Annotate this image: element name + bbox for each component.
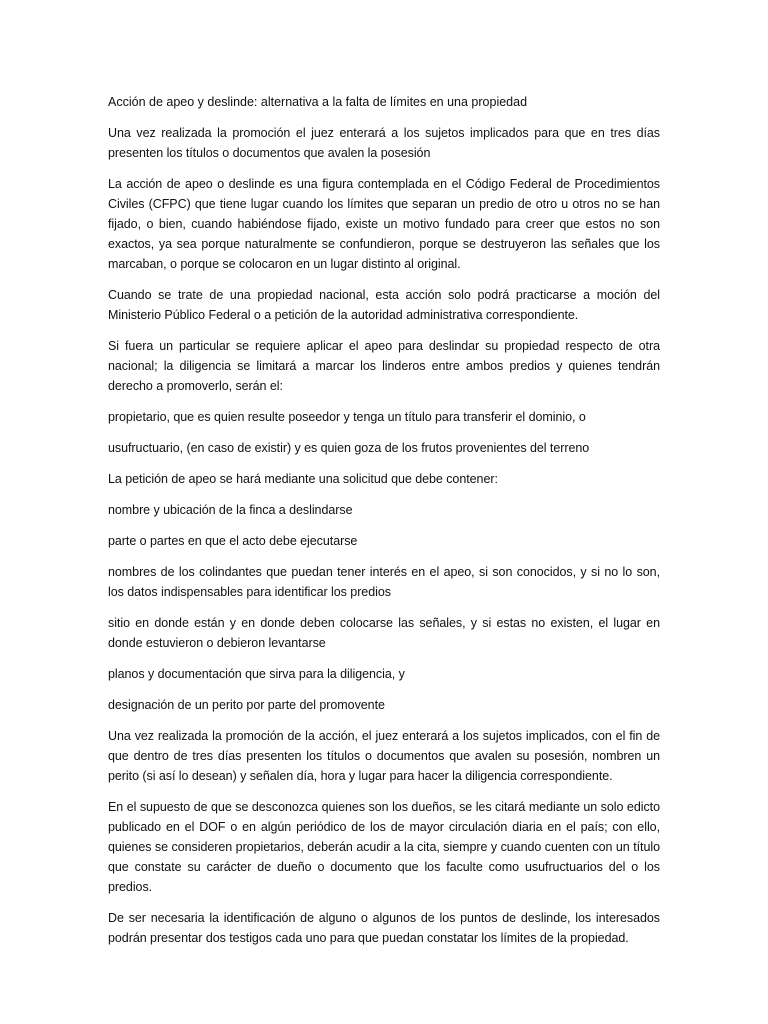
document-title: Acción de apeo y deslinde: alternativa a la falta de límites en una propiedad bbox=[108, 95, 528, 109]
paragraph-particular: Si fuera un particular se requiere aplicar el apeo para deslindar su propiedad respecto de otra nacional; la diligencia se limitará a marcar los linderos entre ambos predios y quienes tendrán derecho a promoverlo, serán el: bbox=[108, 339, 660, 393]
list-item-perito: designación de un perito por parte del promovente bbox=[108, 698, 385, 712]
list-item-usufructuario: usufructuario, (en caso de existir) y es quien goza de los frutos provenientes del terreno bbox=[108, 441, 590, 455]
paragraph-promocion-accion: Una vez realizada la promoción de la acción, el juez enterará a los sujetos implicados, con el fin de que dentro de tres días presenten los títulos o documentos que avalen su posesión, nombren un perito (si así lo desean) y señalen día, hora y lugar para hacer la diligencia correspondiente. bbox=[108, 729, 660, 783]
list-item-planos: planos y documentación que sirva para la diligencia, y bbox=[108, 667, 405, 681]
paragraph-duenos-desconocidos: En el supuesto de que se desconozca quienes son los dueños, se les citará mediante un solo edicto publicado en el DOF o en algún periódico de los de mayor circulación diaria en el país; con ello, quienes se consideren propietarios, deberán acudir a la cita, siempre y cuando cuenten con un título que constate su carácter de dueño o documento que los faculte como usufructuarios del o los predios. bbox=[108, 800, 660, 894]
paragraph-propiedad-nacional: Cuando se trate de una propiedad nacional, esta acción solo podrá practicarse a moción del Ministerio Público Federal o a petición de la autoridad administrativa correspondiente. bbox=[108, 288, 660, 322]
paragraph-definicion: La acción de apeo o deslinde es una figura contemplada en el Código Federal de Procedimientos Civiles (CFPC) que tiene lugar cuando los límites que separan un predio de otro u otros no se han fijado, o bien, cuando habiéndose fijado, existe un motivo fundado para creer que estos no son exactos, ya sea porque naturalmente se confundieron, porque se destruyeron las señales que los marcaban, o porque se colocaron en un lugar distinto al original. bbox=[108, 177, 660, 271]
paragraph-testigos: De ser necesaria la identificación de alguno o algunos de los puntos de deslinde, los interesados podrán presentar dos testigos cada uno para que puedan constatar los límites de la propiedad. bbox=[108, 911, 660, 945]
list-item-propietario: propietario, que es quien resulte poseedor y tenga un título para transferir el dominio, o bbox=[108, 410, 586, 424]
list-item-colindantes: nombres de los colindantes que puedan tener interés en el apeo, si son conocidos, y si no lo son, los datos indispensables para identificar los predios bbox=[108, 565, 660, 599]
list-item-sitio: sitio en donde están y en donde deben colocarse las señales, y si estas no existen, el lugar en donde estuvieron o debieron levantarse bbox=[108, 616, 660, 650]
list-item-nombre-finca: nombre y ubicación de la finca a deslindarse bbox=[108, 503, 353, 517]
paragraph-peticion: La petición de apeo se hará mediante una solicitud que debe contener: bbox=[108, 472, 498, 486]
paragraph-promocion-resumen: Una vez realizada la promoción el juez enterará a los sujetos implicados para que en tres días presenten los títulos o documentos que avalen la posesión bbox=[108, 126, 660, 160]
list-item-partes: parte o partes en que el acto debe ejecutarse bbox=[108, 534, 358, 548]
